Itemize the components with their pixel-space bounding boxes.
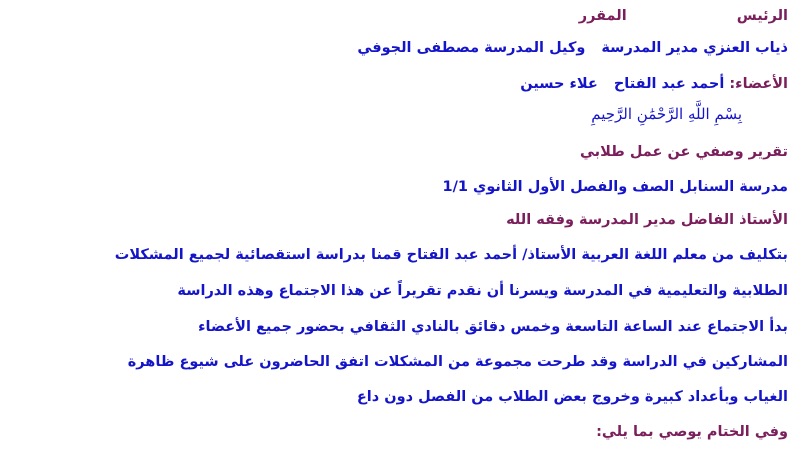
members-row bbox=[520, 74, 788, 94]
rapporteur-name: وكيل المدرسة مصطفى الجوفي bbox=[357, 40, 586, 56]
chair-label: الرئيس bbox=[736, 8, 788, 24]
member-2: علاء حسين bbox=[520, 76, 598, 92]
members-label: الأعضاء: bbox=[729, 76, 788, 92]
header-names-row bbox=[357, 38, 788, 58]
rapporteur-label: المقرر bbox=[578, 8, 627, 24]
salutation: الأستاذ الفاضل مدير المدرسة وفقه الله bbox=[506, 212, 788, 228]
report-title: تقرير وصفي عن عمل طلابي bbox=[580, 144, 788, 160]
paragraph-line-2: الطلابية والتعليمية في المدرسة ويسرنا أن نقدم تقريراً عن هذا الاجتماع وهذه الدراسة bbox=[177, 283, 788, 299]
basmala: بِسْمِ اللَّهِ الرَّحْمَٰنِ الرَّحِيمِ bbox=[591, 105, 742, 123]
paragraph-line-4: المشاركين في الدراسة وقد طرحت مجموعة من المشكلات اتفق الحاضرون على شيوع ظاهرة bbox=[127, 354, 788, 370]
header-labels-row bbox=[579, 6, 788, 26]
member-1: أحمد عبد الفتاح bbox=[613, 76, 725, 92]
paragraph-line-3: بدأ الاجتماع عند الساعة التاسعة وخمس دقائق بالنادي الثقافي بحضور جميع الأعضاء bbox=[198, 319, 788, 335]
closing-line: وفي الختام يوصي بما يلي: bbox=[596, 424, 788, 440]
paragraph-line-5: الغياب وبأعداد كبيرة وخروج بعض الطلاب من الفصل دون داع bbox=[356, 389, 788, 405]
paragraph-line-1: بتكليف من معلم اللغة العربية الأستاذ/ أحمد عبد الفتاح قمنا بدراسة استقصائية لجميع المشكلات bbox=[114, 247, 788, 263]
chair-name: ذياب العنزي مدير المدرسة bbox=[601, 40, 788, 56]
school-line: مدرسة السنابل الصف والفصل الأول الثانوي 1/1 bbox=[442, 179, 788, 195]
